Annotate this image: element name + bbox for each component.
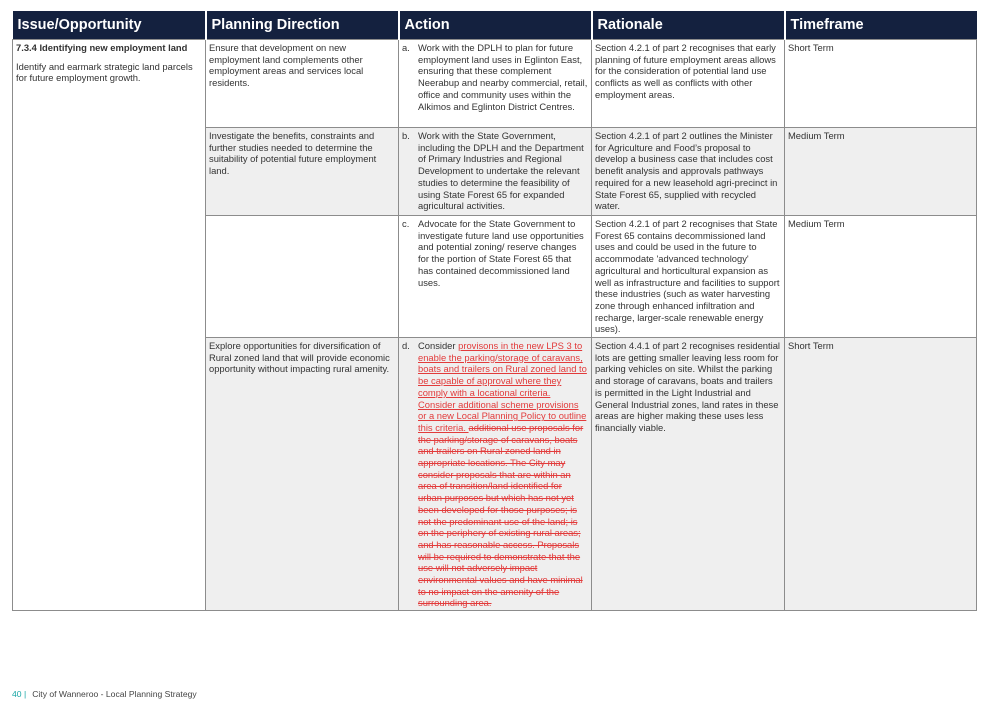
action-text: Work with the DPLH to plan for future employment land uses in Eglinton East, ensuring that these complement Neerabup and nearby commercial, retail, office and community uses within the Alkimos and Eglinton District Centres. xyxy=(418,42,588,112)
inserted-text: provisons xyxy=(458,340,499,351)
action-cell xyxy=(399,128,592,216)
strategy-table xyxy=(12,11,977,611)
page-footer xyxy=(12,689,197,699)
action-text-tracked-changes xyxy=(418,340,588,609)
table-row xyxy=(13,40,977,128)
planning-cell: Investigate the benefits, constraints and further studies needed to determine the suitability of potential future employment land. xyxy=(206,128,399,216)
planning-cell: Ensure that development on new employment land complements other employment areas and services local residents. xyxy=(206,40,399,128)
document-title: City of Wanneroo - Local Planning Strategy xyxy=(32,689,197,699)
action-letter: c. xyxy=(402,218,410,229)
action-cell xyxy=(399,338,592,611)
action-letter: d. xyxy=(402,340,410,351)
action-cell xyxy=(399,216,592,338)
rationale-cell: Section 4.2.1 of part 2 outlines the Minister for Agriculture and Food’s proposal to develop a business case that includes cost benefit analysis and approvals pathways required for a new leasehold agri-precinct in State Forest 65, supplied with recycled water. xyxy=(592,128,785,216)
issue-title: 7.3.4 Identifying new employment land xyxy=(16,42,188,53)
timeframe-cell: Medium Term xyxy=(785,216,977,338)
action-text: Work with the State Government, including the DPLH and the Department of Primary Industries and Regional Development to undertake the relevant studies to determine the feasibility of using State Forest 65 for expanded agricultural activities. xyxy=(418,130,584,212)
action-text-plain: Consider xyxy=(418,340,459,351)
header-rationale: Rationale xyxy=(592,11,785,40)
header-action: Action xyxy=(399,11,592,40)
page-number: 40 | xyxy=(12,689,27,699)
header-planning-direction: Planning Direction xyxy=(206,11,399,40)
planning-cell: Explore opportunities for diversification of Rural zoned land that will provide economic opportunity without impacting rural amenity. xyxy=(206,338,399,611)
table-header-row xyxy=(13,11,977,40)
action-cell xyxy=(399,40,592,128)
header-issue: Issue/Opportunity xyxy=(13,11,206,40)
issue-cell xyxy=(13,40,206,611)
rationale-cell: Section 4.2.1 of part 2 recognises that early planning of future employment areas allows for the consideration of potential land use conflicts as well as conflicts with other employment areas. xyxy=(592,40,785,128)
deleted-text: additional use proposals for the parking/storage of caravans, boats and trailers on Rural zoned land in appropriate locations. The City may consider proposals that are within an area of transition/land identified for urban purposes but which has not yet been developed for those purposes; is not the predominant use of the land; is on the periphery of existing rural areas; and has reasonable access. Proposals will be required to demonstrate that the use will not adversely impact environmental values and have minimal to no impact on the amenity of the surrounding area. xyxy=(418,421,584,609)
header-timeframe: Timeframe xyxy=(785,11,977,40)
timeframe-cell: Medium Term xyxy=(785,128,977,216)
action-letter: a. xyxy=(402,42,410,53)
rationale-cell: Section 4.4.1 of part 2 recognises residential lots are getting smaller leaving less room for parking vehicles on site. Whilst the parking and storage of caravans, boats and trailers is permitted in the Light Industrial and General Industrial zones, land rates in these areas are higher making these uses less financially viable. xyxy=(592,338,785,611)
action-letter: b. xyxy=(402,130,410,141)
timeframe-cell: Short Term xyxy=(785,338,977,611)
inserted-text: in the new LPS 3 to enable the parking/storage of caravans, boats and trailers on Rural zoned land to be capable of approval where they comply with a locational criteria. Consider additional scheme provisions or a new Local Planning Policy to outline this criteria. xyxy=(418,340,587,433)
issue-text: Identify and earmark strategic land parcels for future employment growth. xyxy=(16,60,193,84)
planning-cell xyxy=(206,216,399,338)
action-text: Advocate for the State Government to investigate future land use opportunities and potential zoning/ reserve changes for the portion of State Forest 65 that has contained decommissioned land uses. xyxy=(418,218,584,288)
rationale-cell: Section 4.2.1 of part 2 recognises that State Forest 65 contains decommissioned land uses and could be used in the future to accommodate 'advanced technology' agricultural and horticultural expansion as well as infrastructure and facilities to support these industries (such as water harvesting zone through enhanced infiltration and recharge, larger-scale renewable energy uses). xyxy=(592,216,785,338)
timeframe-cell: Short Term xyxy=(785,40,977,128)
